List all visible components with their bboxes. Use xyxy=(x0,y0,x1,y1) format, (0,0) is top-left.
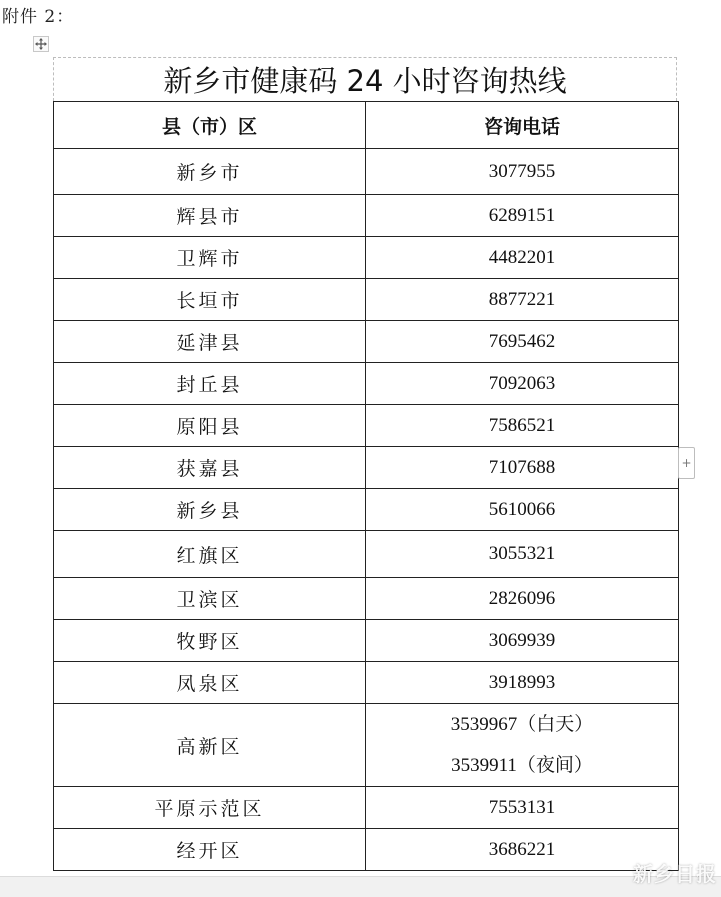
table-row xyxy=(54,279,679,321)
table-row xyxy=(54,149,679,195)
phone-cell xyxy=(366,149,679,195)
county-cell: 辉县市 xyxy=(54,195,366,237)
phone-number: 3539967（白天） xyxy=(450,714,594,735)
phone-cell xyxy=(366,279,679,321)
phone-cell xyxy=(366,662,679,704)
phone-cell xyxy=(366,447,679,489)
watermark: 新乡日报 xyxy=(633,862,717,886)
table-row xyxy=(54,447,679,489)
county-cell: 新乡县 xyxy=(54,489,366,531)
table-row xyxy=(54,195,679,237)
phone-number: 7695462 xyxy=(488,330,556,352)
county-cell: 红旗区 xyxy=(54,531,366,578)
phone-number: 7553131 xyxy=(488,796,556,818)
phone-number: 3539911（夜间） xyxy=(451,755,593,776)
phone-cell xyxy=(366,321,679,363)
bottom-strip xyxy=(0,876,721,897)
phone-cell xyxy=(366,704,679,787)
table-move-handle[interactable] xyxy=(33,36,49,52)
header-county: 县（市）区 xyxy=(54,102,366,149)
table-row xyxy=(54,531,679,578)
table-row xyxy=(54,620,679,662)
phone-number: 3069939 xyxy=(488,629,556,651)
county-cell: 卫辉市 xyxy=(54,237,366,279)
county-cell: 原阳县 xyxy=(54,405,366,447)
phone-cell xyxy=(366,578,679,620)
phone-number: 4482201 xyxy=(488,246,556,268)
phone-cell xyxy=(366,829,679,871)
county-cell: 牧野区 xyxy=(54,620,366,662)
hotline-table xyxy=(53,101,679,871)
phone-cell xyxy=(366,489,679,531)
phone-number: 3055321 xyxy=(488,543,556,564)
county-cell: 长垣市 xyxy=(54,279,366,321)
county-cell: 经开区 xyxy=(54,829,366,871)
phone-cell xyxy=(366,620,679,662)
table-title: 新乡市健康码 24 小时咨询热线 xyxy=(53,57,677,101)
county-cell: 卫滨区 xyxy=(54,578,366,620)
phone-cell xyxy=(366,195,679,237)
phone-cell xyxy=(366,531,679,578)
annex-label: 附件 2： xyxy=(2,7,75,27)
header-phone: 咨询电话 xyxy=(366,102,679,149)
county-cell: 延津县 xyxy=(54,321,366,363)
table-row xyxy=(54,363,679,405)
phone-number: 2826096 xyxy=(488,587,556,609)
table-row xyxy=(54,489,679,531)
phone-number: 3077955 xyxy=(488,160,556,182)
table-row xyxy=(54,321,679,363)
phone-number: 6289151 xyxy=(488,204,556,226)
county-cell: 平原示范区 xyxy=(54,787,366,829)
phone-number: 7092063 xyxy=(488,372,556,394)
table-row xyxy=(54,704,679,787)
phone-number: 3686221 xyxy=(488,838,556,860)
table-row xyxy=(54,787,679,829)
table-row xyxy=(54,829,679,871)
phone-number: 3918993 xyxy=(488,671,556,693)
table-row xyxy=(54,237,679,279)
phone-cell xyxy=(366,363,679,405)
phone-cell xyxy=(366,787,679,829)
add-column-button[interactable] xyxy=(678,447,695,479)
move-icon xyxy=(35,38,47,50)
phone-cell xyxy=(366,237,679,279)
table-row xyxy=(54,405,679,447)
county-cell: 凤泉区 xyxy=(54,662,366,704)
phone-cell xyxy=(366,405,679,447)
table-row xyxy=(54,578,679,620)
phone-number: 5610066 xyxy=(488,498,556,520)
county-cell: 高新区 xyxy=(54,704,366,787)
county-cell: 封丘县 xyxy=(54,363,366,405)
phone-number: 8877221 xyxy=(488,288,556,310)
table-row xyxy=(54,662,679,704)
plus-icon: + xyxy=(681,456,692,470)
county-cell: 获嘉县 xyxy=(54,447,366,489)
phone-number: 7107688 xyxy=(488,456,556,478)
county-cell: 新乡市 xyxy=(54,149,366,195)
phone-number: 7586521 xyxy=(488,414,556,436)
table-header-row xyxy=(54,102,679,149)
